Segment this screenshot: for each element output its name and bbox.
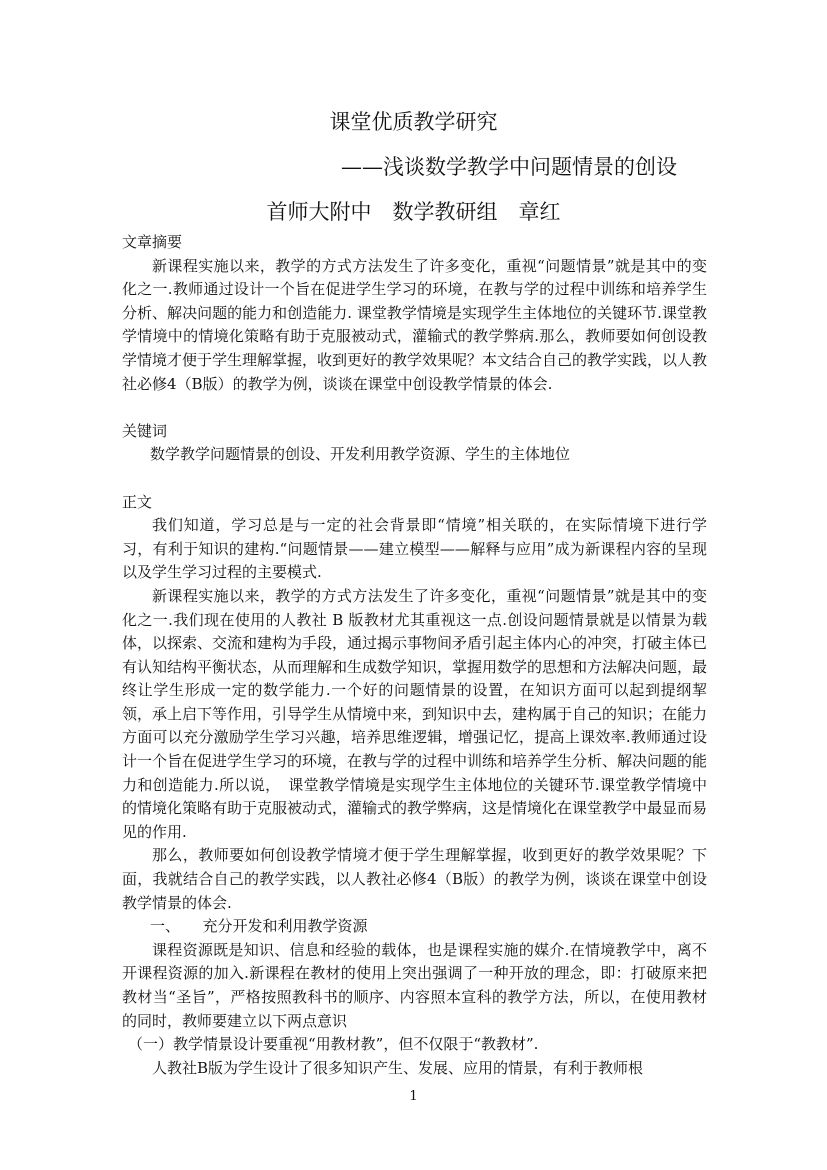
author-line: 首师大附中 数学教研组 章红 (266, 200, 561, 224)
abstract-heading: 文章摘要 (122, 233, 183, 251)
document-content (122, 231, 707, 1080)
subsection-heading-1: （一）教学情景设计要重视“用教材教”，但不仅限于“教教材”. (128, 1035, 539, 1054)
document-title: 课堂优质教学研究 (329, 110, 498, 134)
body-paragraph-3: 那么，教师要如何创设教学情境才便于学生理解掌握，收到更好的教学效果呢？下面，我就结合自己的教学实践，以人教社必修4（B版）的教学为例，谈谈在课堂中创设教学情景的体会. (122, 846, 707, 912)
spacer (122, 467, 707, 491)
keywords-heading: 关键词 (122, 421, 168, 440)
body-paragraph-2: 新课程实施以来，教学的方式方法发生了许多变化，重视“问题情景”就是其中的变化之一.我们现在使用的人教社 B 版教材尤其重视这一点.创设问题情景就是以情景为载体，以探索、交流和建构为手段，通过揭示事物间矛盾引起主体内心的冲突，打破主体已有认知结构平衡状态，从而理解和生成数学知识，掌握用数学的思想和方法解决问题，最终让学生形成一定的数学能力.一个好的问题情景的设置，在知识方面可以起到提纲挈领，承上启下等作用，引导学生从情境中来，到知识中去，建构属于自己的知识；在能力方面可以充分激励学生学习兴趣，培养思维逻辑，增强记忆，提高上课效率.教师通过设计一个旨在促进学生学习的环境，在教与学的过程中训练和培养学生分析、解决问题的能力和创造能力.所以说， 课堂教学情境是实现学生主体地位的关键环节.课堂教学情境中的情境化策略有助于克服被动式，灌输式的教学弊病，这是情境化在课堂教学中最显而易见的作用. (122, 586, 708, 841)
body-paragraph-5: 人教社B版为学生设计了很多知识产生、发展、应用的情景，有利于教师根 (152, 1058, 644, 1077)
document-subtitle: ——浅谈数学教学中问题情景的创设 (341, 155, 677, 179)
body-heading: 正文 (122, 492, 153, 511)
spacer (122, 396, 707, 420)
keywords-text: 数学教学问题情景的创设、开发利用教学资源、学生的主体地位 (150, 445, 571, 464)
abstract-text: 新课程实施以来，教学的方式方法发生了许多变化，重视“问题情景”就是其中的变化之一.教师通过设计一个旨在促进学生学习的环境，在教与学的过程中训练和培养学生分析、解决问题的能力和创造能力. 课堂教学情境是实现学生主体地位的关键环节.课堂教学情境中的情境化策略有助于克服被动式，灌输式的教学弊病.那么，教师要如何创设教学情境才便于学生理解掌握，收到更好的教学效果呢？本文结合自己的教学实践，以人教社必修4（B版）的教学为例，谈谈在课堂中创设教学情景的体会. (122, 256, 708, 393)
body-paragraph-4: 课程资源既是知识、信息和经验的载体，也是课程实施的媒介.在情境教学中，离不开课程资源的加入.新课程在教材的使用上突出强调了一种开放的理念，即：打破原来把教材当“圣旨”，严格按照教科书的顺序、内容照本宣科的教学方法，所以，在使用教材的同时，教师要建立以下两点意识 (122, 940, 707, 1030)
page-number: 1 (409, 1089, 418, 1104)
body-paragraph-1: 我们知道，学习总是与一定的社会背景即“情境”相关联的，在实际情境下进行学习，有利于知识的建构.“问题情景——建立模型——解释与应用”成为新课程内容的呈现以及学生学习过程的主要模式. (122, 516, 707, 582)
section-heading-1: 一、 充分开发和利用教学资源 (150, 917, 368, 936)
